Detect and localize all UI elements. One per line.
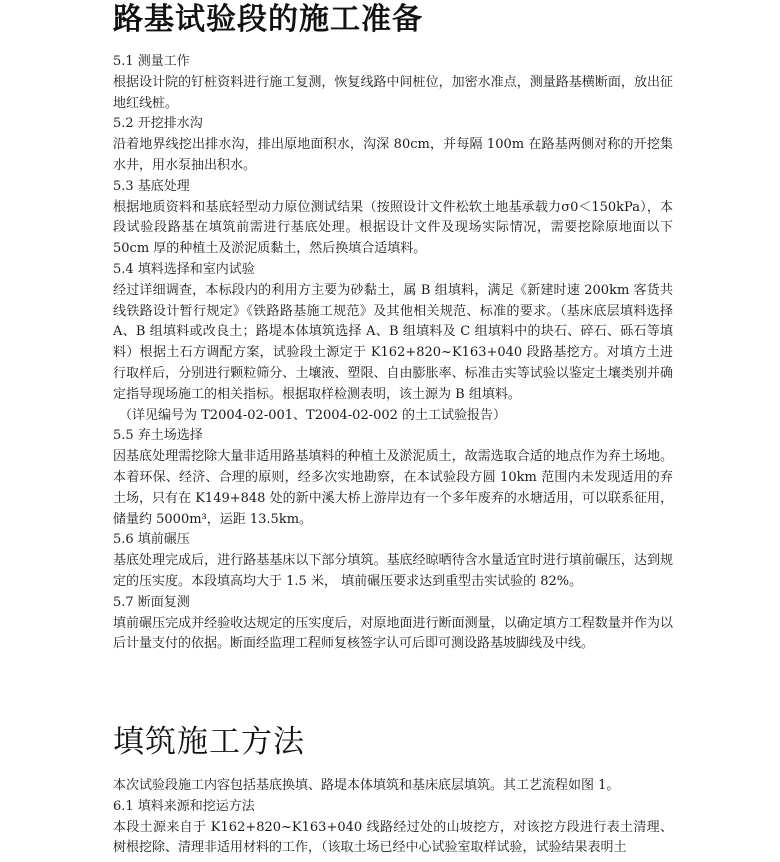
subheading-5-2: 5.2 开挖排水沟 <box>113 116 203 132</box>
section-6-content <box>113 776 673 859</box>
subheading-5-3: 5.3 基底处理 <box>113 178 190 194</box>
section-5-content <box>113 52 673 655</box>
subheading-5-7: 5.7 断面复测 <box>113 594 190 610</box>
heading-filling-method: 填筑施工方法 <box>113 724 305 760</box>
paragraph-5-2: 沿着地界线挖出排水沟，排出原地面积水，沟深 80cm，并每隔 100m 在路基两侧对称的开挖集水井，用水泵抽出积水。 <box>113 137 673 173</box>
paragraph-5-6: 基底处理完成后，进行路基基床以下部分填筑。基底经晾晒待含水量适宜时进行填前碾压，达到规定的压实度。本段填高均大于 1.5 米， 填前碾压要求达到重型击实试验的 82%。 <box>113 553 673 589</box>
paragraph-5-7: 填前碾压完成并经验收达规定的压实度后，对原地面进行断面测量，以确定填方工程数量并作为以后计量支付的依据。断面经监理工程师复核签字认可后即可测设路基坡脚线及中线。 <box>113 615 673 652</box>
subheading-5-6: 5.6 填前碾压 <box>113 532 190 548</box>
paragraph-5-4: 经过详细调查，本标段内的利用方主要为砂黏土，属 B 组填料，满足《新建时速 200km 客货共线铁路设计暂行规定》《铁路路基施工规范》及其他相关规范、标准的要求。（基床底层填料选择 A、B 组填料或改良土；路堤本体填筑选择 A、B 组填料及 C 组填料中的块石、碎石、砾石等填料）根据土石方调配方案，试验段土源定于 K162+820~K163+040 段路基挖方。对填方土进行取样后，分别进行颗粒筛分、土壤液、塑限、自由膨胀率、标准击实等试验以鉴定土壤类别并确定指导现场施工的相关指标。根据取样检测表明，该土源为 B 组填料。 <box>113 282 673 402</box>
test-report-note: （详见编号为 T2004-02-001、T2004-02-002 的土工试验报告） <box>119 407 507 423</box>
paragraph-5-1: 根据设计院的钉桩资料进行施工复测，恢复线路中间桩位，加密水准点，测量路基横断面，放出征地红线桩。 <box>113 74 673 111</box>
heading-construction-preparation: 路基试验段的施工准备 <box>113 2 423 37</box>
subheading-5-5: 5.5 弃土场选择 <box>113 428 203 444</box>
subheading-5-1: 5.1 测量工作 <box>113 54 190 69</box>
paragraph-5-3: 根据地质资料和基底轻型动力原位测试结果（按照设计文件松软土地基承载力σ0＜150kPa），本段试验段路基在填筑前需进行基底处理。根据设计文件及现场实际情况，需要挖除原地面以下 50cm 厚的种植土及淤泥质黏土，然后换填合适填料。 <box>113 199 673 257</box>
paragraph-5-5: 因基底处理需挖除大量非适用路基填料的种植土及淤泥质土，故需选取合适的地点作为弃土场地。本着环保、经济、合理的原则，经多次实地勘察，在本试验段方圆 10km 范围内未发现适用的弃土场，只有在 K149+848 处的新中溪大桥上游岸边有一个多年废弃的水塘适用，可以联系征用，储量约 5000m³，运距 13.5km。 <box>113 449 673 527</box>
subheading-5-4: 5.4 填料选择和室内试验 <box>113 261 255 277</box>
paragraph-6-1: 本段土源来自于 K162+820~K163+040 线路经过处的山坡挖方，对该挖方段进行表土清理、树根挖除、清理非适用材料的工作，（该取土场已经中心试验室取样试验，试验结果表明土 <box>113 819 673 856</box>
subheading-6-1: 6.1 填料来源和挖运方法 <box>113 798 255 814</box>
paragraph-6-intro: 本次试验段施工内容包括基底换填、路堤本体填筑和基床底层填筑。其工艺流程如图 1。 <box>113 778 620 793</box>
